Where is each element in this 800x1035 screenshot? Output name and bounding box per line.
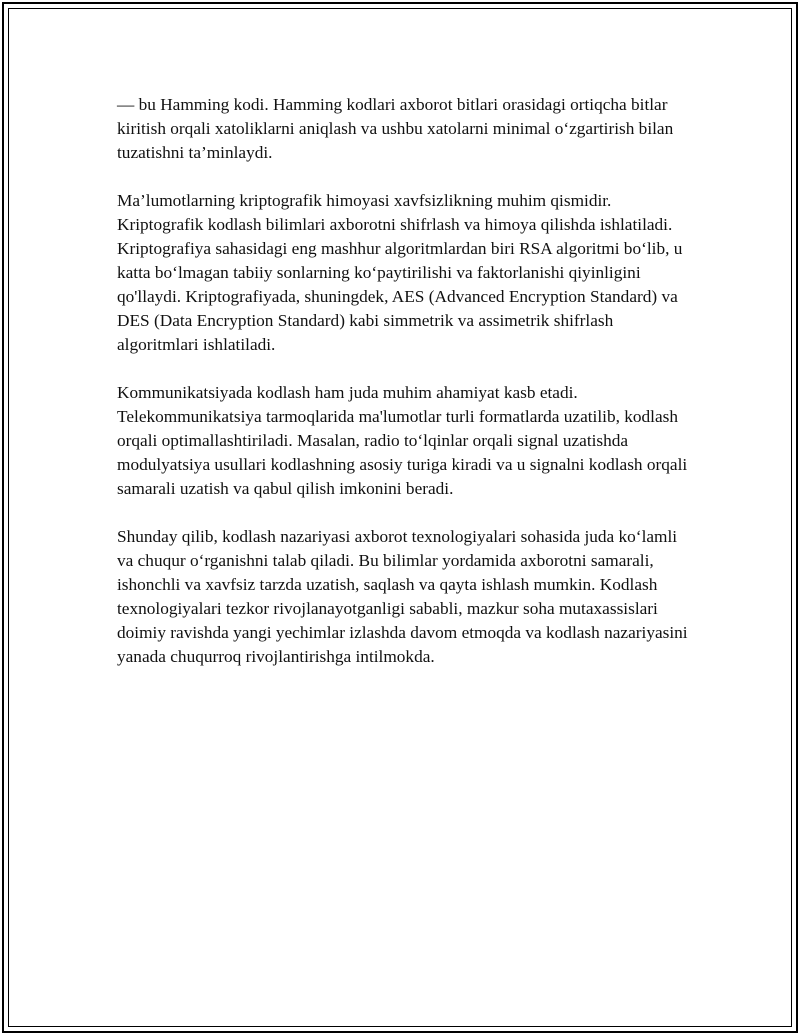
paragraph-conclusion: Shunday qilib, kodlash nazariyasi axborot texnologiyalari sohasida juda ko‘lamli va chuqur o‘rganishni talab qiladi. Bu bilimlar yordamida axborotni samarali, ishonchli va xavfsiz tarzda uzatish, saqlash va qayta ishlash mumkin. Kodlash texnologiyalari tezkor rivojlanayotganligi sababli, mazkur soha mutaxassislari doimiy ravishda yangi yechimlar izlashda davom etmoqda va kodlash nazariyasini yanada chuqurroq rivojlantirishga intilmokda. xyxy=(117,527,688,666)
document-body xyxy=(117,93,692,693)
paragraph-cryptographic-protection: Ma’lumotlarning kriptografik himoyasi xavfsizlikning muhim qismidir. Kriptografik kodlash bilimlari axborotni shifrlash va himoya qilishda ishlatiladi. Kriptografiya sahasidagi eng mashhur algoritmlardan biri RSA algoritmi bo‘lib, u katta bo‘lmagan tabiiy sonlarning ko‘paytirilishi va faktorlanishi qiyinligini qo'llaydi. Kriptografiyada, shuningdek, AES (Advanced Encryption Standard) va DES (Data Encryption Standard) kabi simmetrik va assimetrik shifrlash algoritmlari ishlatiladi. xyxy=(117,191,683,354)
paragraph-communication-coding: Kommunikatsiyada kodlash ham juda muhim ahamiyat kasb etadi. Telekommunikatsiya tarmoqlarida ma'lumotlar turli formatlarda uzatilib, kodlash orqali optimallashtiriladi. Masalan, radio to‘lqinlar orqali signal uzatishda modulyatsiya usullari kodlashning asosiy turiga kiradi va u signalni kodlash orqali samarali uzatish va qabul qilish imkonini beradi. xyxy=(117,383,688,498)
paragraph-hamming-code: — bu Hamming kodi. Hamming kodlari axborot bitlari orasidagi ortiqcha bitlar kiritish orqali xatoliklarni aniqlash va ushbu xatolarni minimal o‘zgartirish bilan tuzatishni ta’minlaydi. xyxy=(117,95,674,162)
